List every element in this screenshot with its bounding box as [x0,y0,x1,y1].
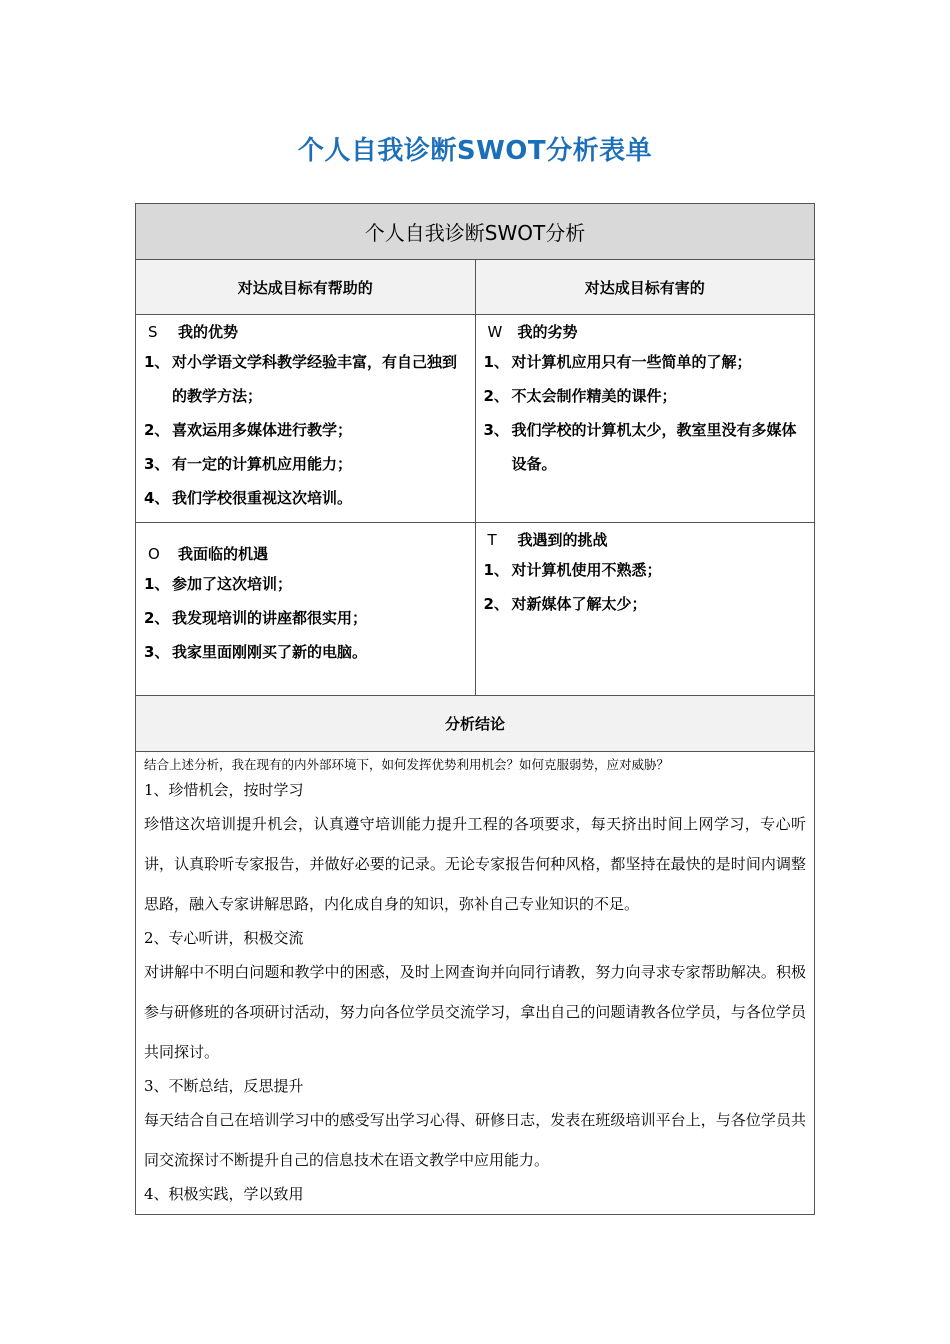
conclusion-heading-3: 3、不断总结，反思提升 [144,1077,304,1095]
conclusion-paragraph-2: 对讲解中不明白问题和教学中的困惑，及时上网查询并向同行请教，努力向寻求专家帮助解决。积极参与研修班的各项研讨活动，努力向各位学员交流学习，拿出自己的问题请教各位学员，与各位学员共同探讨。 [144,963,806,1061]
list-item: 3、 有一定的计算机应用能力； [144,455,353,473]
strengths-letter: S [148,323,158,341]
opportunities-title: O 我面临的机遇 [144,541,467,567]
opportunities-letter: O [148,545,160,563]
conclusion-heading-4: 4、积极实践，学以致用 [144,1185,304,1203]
opportunities-cell [136,523,476,696]
table-header: 个人自我诊断SWOT分析 [136,204,815,260]
list-item: 1、 对计算机使用不熟悉； [483,561,662,579]
weaknesses-cell [475,315,815,523]
column-header-harmful: 对达成目标有害的 [475,260,815,315]
conclusion-header: 分析结论 [136,696,815,752]
list-item: 2、 我发现培训的讲座都很实用； [144,609,368,627]
list-item: 2、 对新媒体了解太少； [483,595,647,613]
conclusion-paragraph-3: 每天结合自己在培训学习中的感受写出学习心得、研修日志，发表在班级培训平台上，与各位学员共同交流探讨不断提升自己的信息技术在语文教学中应用能力。 [144,1111,806,1169]
threats-title: T 我遇到的挑战 [484,527,807,553]
strengths-title: S 我的优势 [144,319,467,345]
list-item: 3、 我们学校的计算机太少，教室里没有多媒体设备。 [483,421,797,473]
list-item: 3、 我家里面刚刚买了新的电脑。 [144,643,368,661]
list-item: 1、 参加了这次培训； [144,575,293,593]
conclusion-heading-1: 1、珍惜机会，按时学习 [144,781,304,799]
swot-table [135,203,815,1215]
conclusion-intro: 结合上述分析，我在现有的内外部环境下，如何发挥优势利用机会？如何克服弱势，应对威胁？ [144,757,670,772]
conclusion-cell [136,752,815,1215]
list-item: 1、 对计算机应用只有一些简单的了解； [483,353,752,371]
list-item: 2、 不太会制作精美的课件； [483,387,677,405]
weaknesses-title: W 我的劣势 [484,319,807,345]
list-item: 4、 我们学校很重视这次培训。 [144,489,353,507]
list-item: 1、 对小学语文学科教学经验丰富，有自己独到的教学方法； [144,353,458,405]
column-header-helpful: 对达成目标有帮助的 [136,260,476,315]
conclusion-heading-2: 2、专心听讲，积极交流 [144,929,304,947]
threats-cell [475,523,815,696]
list-item: 2、 喜欢运用多媒体进行教学； [144,421,353,439]
weaknesses-letter: W [487,323,503,341]
conclusion-paragraph-1: 珍惜这次培训提升机会，认真遵守培训能力提升工程的各项要求，每天挤出时间上网学习，专心听讲，认真聆听专家报告，并做好必要的记录。无论专家报告何种风格，都坚持在最快的是时间内调整思路，融入专家讲解思路，内化成自身的知识，弥补自己专业知识的不足。 [144,815,806,913]
strengths-cell [136,315,476,523]
threats-letter: T [487,531,497,549]
page-title: 个人自我诊断SWOT分析表单 [297,136,653,166]
